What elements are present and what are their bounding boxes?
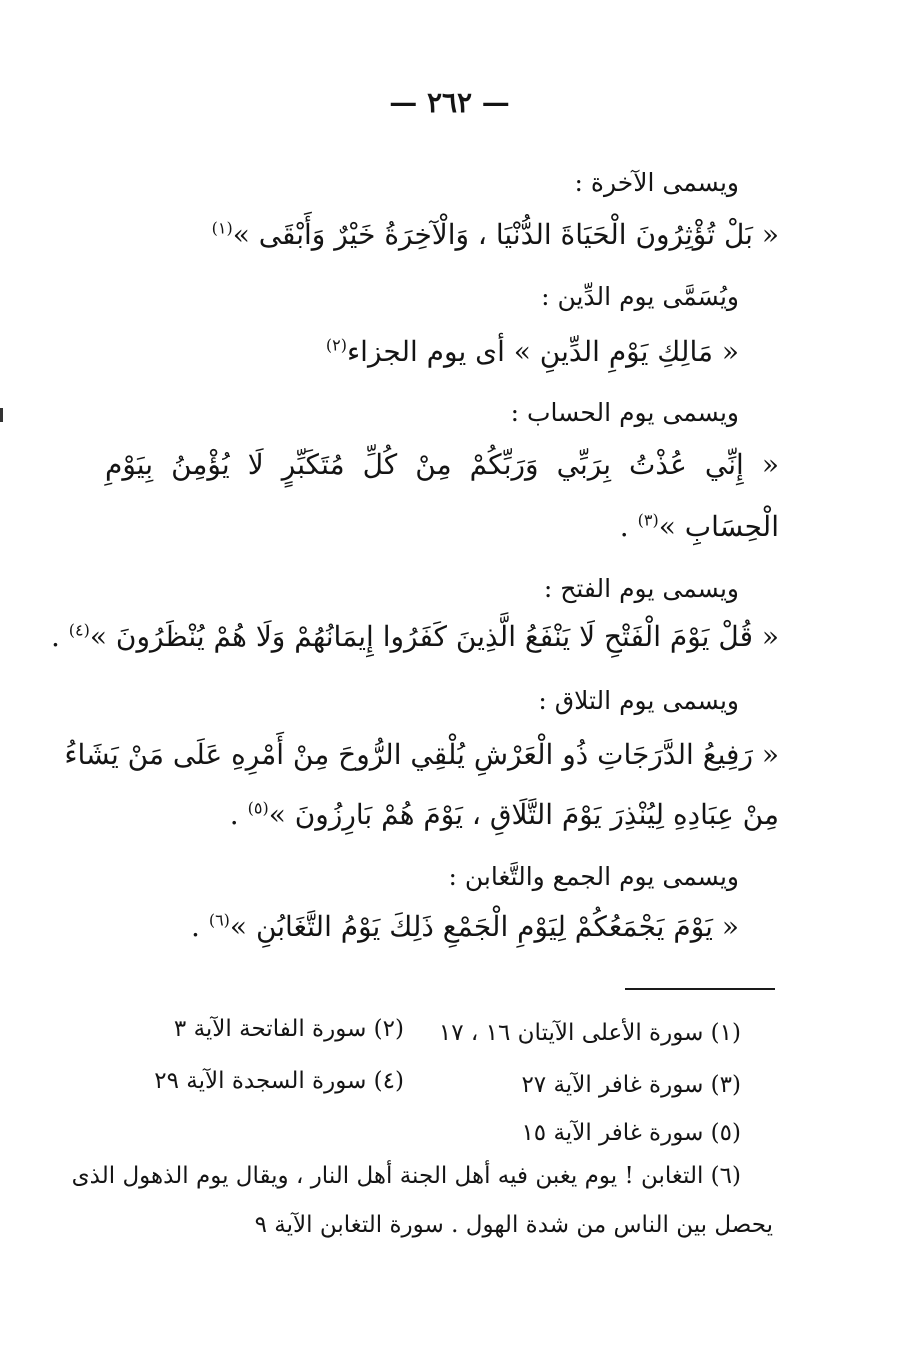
- verse-text: « قُلْ يَوْمَ الْفَتْحِ لَا يَنْفَعُ الَّذِينَ كَفَرُوا إِيمَانُهُمْ وَلَا هُمْ يُنْظَرُونَ »: [89, 620, 779, 653]
- footnote-marker: (٦): [208, 910, 230, 930]
- page-number: — ٢٦٢ —: [389, 86, 510, 119]
- footnote-marker: (١): [211, 218, 233, 238]
- section-heading-fath: ويسمى يوم الفتح :: [543, 574, 739, 603]
- verse-din: [326, 335, 739, 368]
- verse-text: الْحِسَابِ »: [658, 510, 779, 543]
- footnote-6-line-2: يحصل بين الناس من شدة الهول . سورة التغابن الآية ٩: [254, 1212, 773, 1238]
- footnote-3: (٣) سورة غافر الآية ٢٧: [521, 1072, 741, 1098]
- verse-text: مِنْ عِبَادِهِ لِيُنْذِرَ يَوْمَ التَّلَاقِ ، يَوْمَ هُمْ بَارِزُونَ »: [268, 798, 779, 831]
- scan-margin-mark: [0, 408, 3, 422]
- footnote-4: (٤) سورة السجدة الآية ٢٩: [154, 1068, 404, 1094]
- verse-talaq-line-1: « رَفِيعُ الدَّرَجَاتِ ذُو الْعَرْشِ يُلْقِي الرُّوحَ مِنْ أَمْرِهِ عَلَى مَنْ يَشَاءُ: [64, 738, 779, 771]
- section-heading-talaq: ويسمى يوم التلاق :: [538, 686, 739, 715]
- section-heading-akhira: ويسمى الآخرة :: [574, 168, 739, 197]
- section-heading-taghabun: ويسمى يوم الجمع والتَّغابن :: [448, 862, 739, 891]
- footnote-6-line-1: (٦) التغابن ! يوم يغبن فيه أهل الجنة أهل النار ، ويقال يوم الذهول الذى: [71, 1163, 741, 1189]
- footnote-marker: (٤): [68, 620, 90, 640]
- section-heading-din: ويُسَمَّى يوم الدِّين :: [541, 282, 739, 311]
- section-heading-hisab: ويسمى يوم الحساب :: [510, 398, 739, 427]
- verse-hisab-line-2: الْحِسَابِ »$^{(٣)}$ .: [619, 510, 779, 543]
- verse-text: « بَلْ تُؤْثِرُونَ الْحَيَاةَ الدُّنْيَا ، وَالْآخِرَةُ خَيْرٌ وَأَبْقَى »: [232, 218, 779, 251]
- verse-hisab-line-1: « إِنِّي عُذْتُ بِرَبِّي وَرَبِّكُمْ مِنْ كُلِّ مُتَكَبِّرٍ لَا يُؤْمِنُ بِيَوْمِ: [105, 448, 779, 481]
- footnote-marker: (٣): [637, 510, 659, 530]
- verse-taghabun: « يَوْمَ يَجْمَعُكُمْ لِيَوْمِ الْجَمْعِ ذَلِكَ يَوْمُ التَّغَابُنِ »$^{(٦)}$ .: [191, 910, 739, 943]
- footnote-separator: [625, 988, 775, 990]
- footnote-1: (١) سورة الأعلى الآيتان ١٦ ، ١٧: [438, 1020, 741, 1046]
- footnote-marker: (٥): [247, 798, 269, 818]
- footnote-5: (٥) سورة غافر الآية ١٥: [521, 1120, 741, 1146]
- footnote-2: (٢) سورة الفاتحة الآية ٣: [173, 1016, 404, 1042]
- verse-akhira: [212, 218, 779, 251]
- verse-text: « مَالِكِ يَوْمِ الدِّينِ » أى يوم الجزاء: [347, 335, 739, 368]
- footnote-marker: (٢): [325, 335, 347, 355]
- verse-fath: « قُلْ يَوْمَ الْفَتْحِ لَا يَنْفَعُ الَّذِينَ كَفَرُوا إِيمَانُهُمْ وَلَا هُمْ يُنْظَرُونَ »$^{(٤)}$ .: [50, 620, 779, 653]
- verse-talaq-line-2: مِنْ عِبَادِهِ لِيُنْذِرَ يَوْمَ التَّلَاقِ ، يَوْمَ هُمْ بَارِزُونَ »$^{(٥)}$ .: [229, 798, 779, 831]
- verse-text: « يَوْمَ يَجْمَعُكُمْ لِيَوْمِ الْجَمْعِ ذَلِكَ يَوْمُ التَّغَابُنِ »: [229, 910, 739, 943]
